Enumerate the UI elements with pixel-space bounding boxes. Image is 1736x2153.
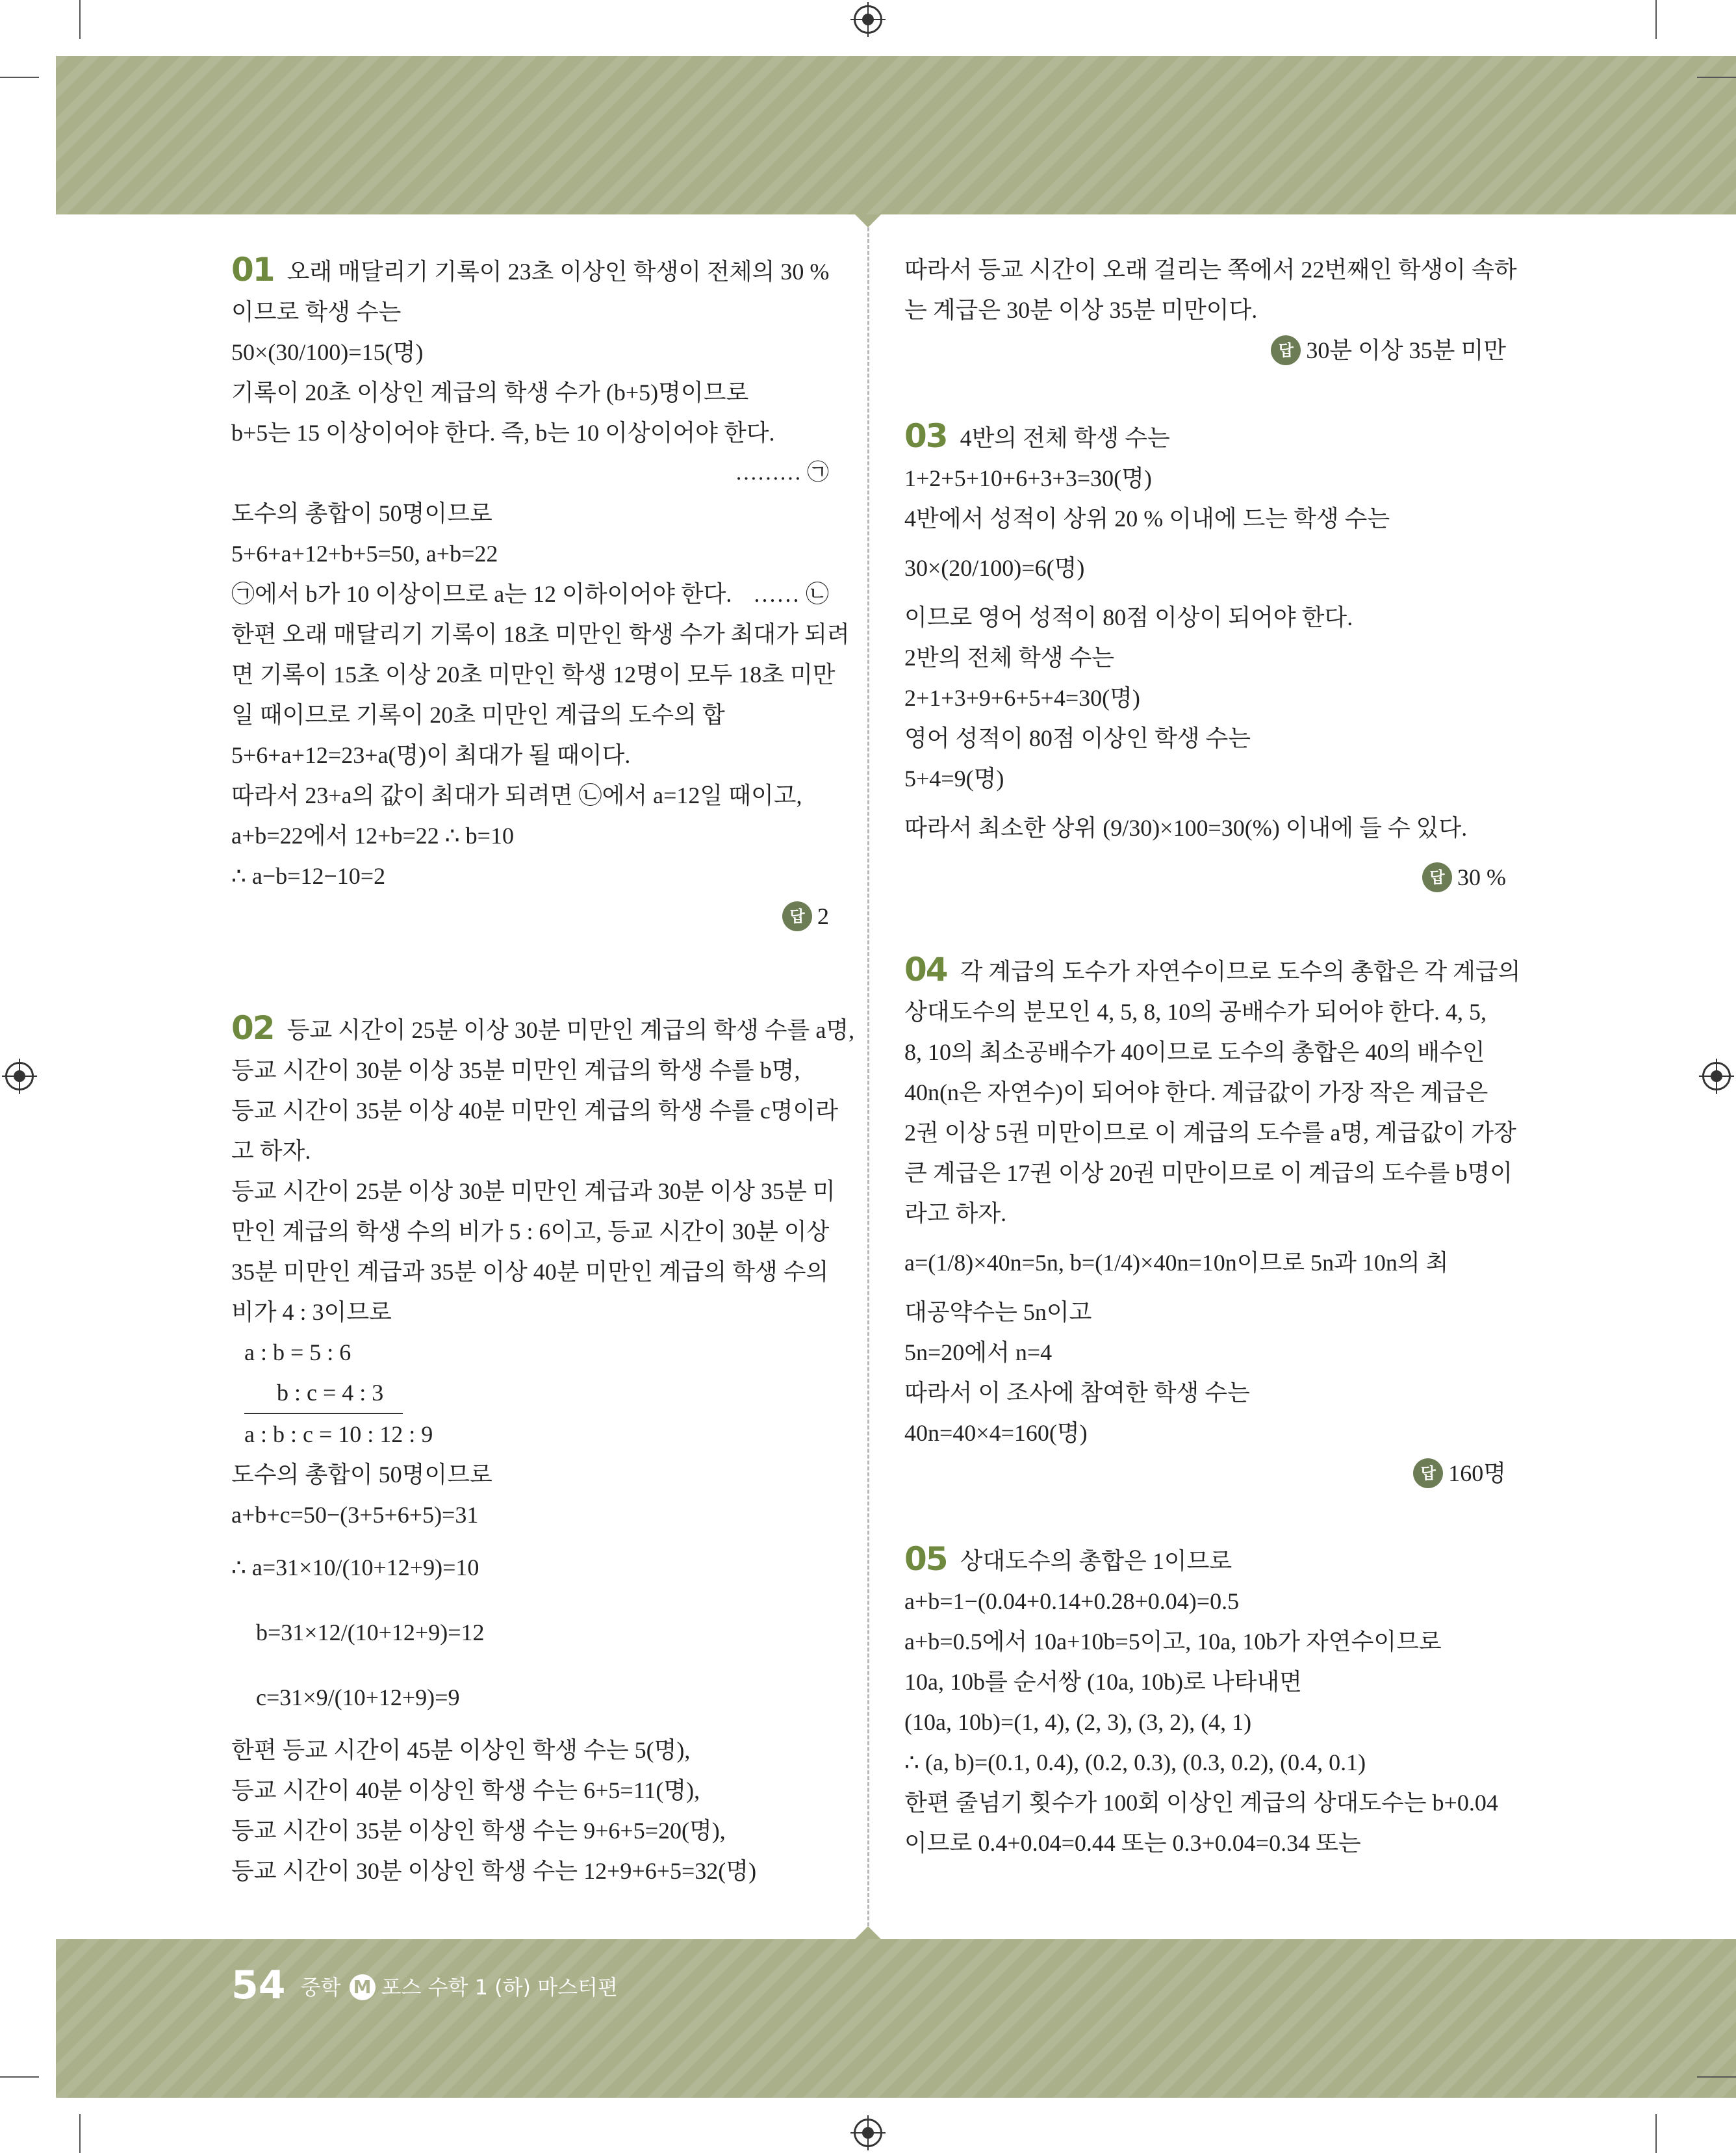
header-band — [56, 56, 1736, 214]
problem-01: 01 오래 매달리기 기록이 23초 이상인 학생이 전체의 30 % 이므로 학생 수는 50×(30/100)=15(명) 기록이 20초 이상인 계급의 학생 수가 (b+5)명이므로 b+5는 15 이상이어야 한다. 즉, b는 10 이상이어야 한다. ……… ㉠ 도수의 총합이 50명이므로 5+6+a+12+b+5=50, a+b=22 ㉠에서 b가 10 이상이므로 a는 12 이하이어야 한다. …… ㉡ 한편 오래 매달리기 기록이 18초 미만인 학생 수가 최대가 되려 면 기록이 15초 이상 20초 미만인 학생 12명이 모두 18초 미만 일 때이므로 기록이 20초 미만인 계급의 도수의 합 5+6+a+12=23+a(명)이 최대가 될 때이다. 따라서 23+a의 값이 최대가 되려면 ㉡에서 a=12일 때이고, a+b=22에서 12+b=22 ∴ b=10 ∴ a−b=12−10=2 답 2 — [231, 250, 829, 936]
ratio-row: a : b = 5 : 6 — [244, 1339, 351, 1365]
marker-giyeok: ……… ㉠ — [735, 461, 829, 485]
crop-mark — [0, 77, 39, 78]
crop-mark — [79, 0, 81, 39]
m-logo-icon: M — [350, 1974, 376, 2000]
answer-badge-icon: 답 — [782, 901, 812, 931]
book-title: 포스 수학 1 (하) 마스터편 — [381, 1975, 618, 2000]
book-prefix: 중학 — [300, 1975, 341, 2000]
column-divider — [867, 227, 869, 1926]
footer-notch — [855, 1926, 881, 1939]
answer-02: 답 30분 이상 35분 미만 — [904, 330, 1506, 370]
problem-number: 05 — [904, 1540, 947, 1578]
registration-mark-icon — [1702, 1062, 1731, 1090]
problem-number: 03 — [904, 417, 947, 455]
ratio-row: a : b : c = 10 : 12 : 9 — [244, 1421, 433, 1447]
crop-mark — [0, 2076, 39, 2078]
problem-04: 04 각 계급의 도수가 자연수이므로 도수의 총합은 각 계급의 상대도수의 분모인 4, 5, 8, 10의 공배수가 되어야 한다. 4, 5, 8, 10의 최소공배수가 40이므로 도수의 총합은 40의 배수인 40n(n은 자연수)이 되어야 한다. 계급값이 가장 작은 계급은 2권 이상 5권 미만이므로 이 계급의 도수를 a명, 계급값이 가장 큰 계급은 17권 이상 20권 미만이므로 이 계급의 도수를 b명이 라고 하자. a=(1/8)×40n=5n, b=(1/4)×40n=10n이므로 5n과 10n의 최 대공약수는 5n이고 5n=20에서 n=4 따라서 이 조사에 참여한 학생 수는 40n=40×4=160(명) 답 160명 — [904, 949, 1506, 1493]
answer-03: 답 30 % — [904, 857, 1506, 897]
registration-mark-icon — [854, 2119, 882, 2147]
answer-badge-icon: 답 — [1422, 862, 1452, 892]
problem-number: 04 — [904, 951, 947, 988]
right-column — [904, 250, 1521, 1935]
marker-nieun: …… ㉡ — [752, 581, 829, 607]
ratio-row: b : c = 4 : 3 — [244, 1373, 403, 1414]
answer-badge-icon: 답 — [1271, 335, 1301, 365]
crop-mark — [1655, 0, 1657, 39]
crop-mark — [1697, 77, 1736, 78]
crop-mark — [1697, 2076, 1736, 2078]
answer-badge-icon: 답 — [1413, 1458, 1443, 1488]
page-footer — [231, 1963, 618, 2008]
page-number: 54 — [231, 1963, 286, 2008]
problem-number: 02 — [231, 1009, 274, 1047]
registration-mark-icon — [5, 1062, 34, 1090]
crop-mark — [1655, 2114, 1657, 2153]
problem-02-continued: 따라서 등교 시간이 오래 걸리는 쪽에서 22번째인 학생이 속하 는 계급은 30분 이상 35분 미만이다. 답 30분 이상 35분 미만 — [904, 250, 1506, 370]
problem-number: 01 — [231, 251, 274, 289]
left-column — [231, 250, 855, 1963]
crop-mark — [79, 2114, 81, 2153]
header-notch — [855, 214, 881, 227]
problem-02: 02 등교 시간이 25분 이상 30분 미만인 계급의 학생 수를 a명, 등교 시간이 30분 이상 35분 미만인 계급의 학생 수를 b명, 등교 시간이 35분 이상 40분 미만인 계급의 학생 수를 c명이라 고 하자. 등교 시간이 25분 이상 30분 미만인 계급과 30분 이상 35분 미 만인 계급의 학생 수의 비가 5 : 6이고, 등교 시간이 30분 이상 35분 미만인 계급과 35분 이상 40분 미만인 계급의 학생 수의 비가 4 : 3이므로 a : b = 5 : 6 b : c = 4 : 3 a : b : c = 10 : 12 : 9 도수의 총합이 50명이므로 a+b+c=50−(3+5+6+5)=31 ∴ a=31×10/(10+12+9)=10 b=31×12/(10+12+9)=12 c=31×9/(10+12+9)=9 한편 등교 시간이 45분 이상인 학생 수는 5(명), 등교 시간이 40분 이상인 학생 수는 6+5=11(명), 등교 시간이 35분 이상인 학생 수는 9+6+5=20(명), 등교 시간이 30분 이상인 학생 수는 12+9+6+5=32(명) — [231, 1009, 855, 1884]
answer-04: 답 160명 — [904, 1453, 1506, 1493]
problem-03: 03 4반의 전체 학생 수는 1+2+5+10+6+3+3=30(명) 4반에서 성적이 상위 20 % 이내에 드는 학생 수는 30×(20/100)=6(명) 이므로 영어 성적이 80점 이상이 되어야 한다. 2반의 전체 학생 수는 2+1+3+9+6+5+4=30(명) 영어 성적이 80점 이상인 학생 수는 5+4=9(명) 따라서 최소한 상위 (9/30)×100=30(%) 이내에 들 수 있다. 답 30 % — [904, 416, 1506, 897]
registration-mark-icon — [854, 5, 882, 34]
problem-05: 05 상대도수의 총합은 1이므로 a+b=1−(0.04+0.14+0.28+0.04)=0.5 a+b=0.5에서 10a+10b=5이고, 10a, 10b가 자연수이므로 10a, 10b를 순서쌍 (10a, 10b)로 나타내면 (10a, 10b)=(1, 4), (2, 3), (3, 2), (4, 1) ∴ (a, b)=(0.1, 0.4), (0.2, 0.3), (0.3, 0.2), (0.4, 0.1) 한편 줄넘기 횟수가 100회 이상인 계급의 상대도수는 b+0.04 이므로 0.4+0.04=0.44 또는 0.3+0.04=0.34 또는 — [904, 1540, 1498, 1856]
answer-01: 답 2 — [231, 896, 829, 936]
